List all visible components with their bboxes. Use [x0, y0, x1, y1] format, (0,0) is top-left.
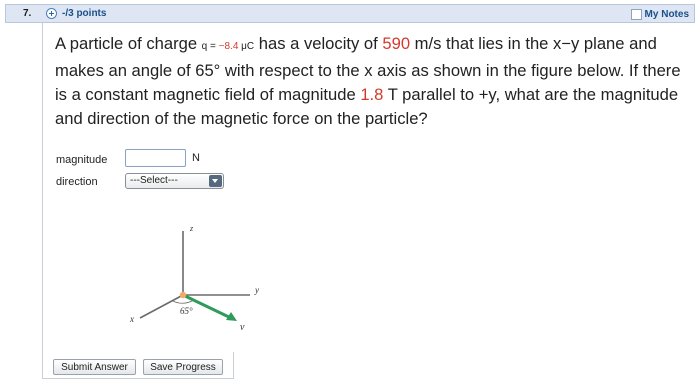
charge-unit: μC	[238, 41, 255, 52]
magnitude-input[interactable]	[125, 149, 186, 167]
panel-border-bottom	[42, 378, 234, 379]
panel-border-right	[233, 352, 234, 379]
question-text-part-3: m/s that lies in the x−y plane and makes an angle of 65° with respect to the x axis as shown in the figure below. If there is a constant magnetic field of magnitude	[55, 34, 681, 104]
question-number: 7.	[23, 8, 32, 19]
direction-label: direction	[56, 176, 98, 188]
question-text-part-1: A particle of charge	[55, 34, 202, 53]
field-value: 1.8	[360, 85, 384, 104]
velocity-value: 590	[382, 34, 411, 53]
x-axis-label: x	[130, 314, 134, 324]
question-text-part-2: has a velocity of	[254, 34, 383, 53]
question-text	[55, 32, 685, 131]
my-notes-checkbox[interactable]	[631, 9, 642, 20]
magnitude-unit: N	[192, 152, 200, 164]
my-notes-toggle[interactable]	[631, 7, 689, 21]
velocity-axes-figure	[120, 220, 280, 335]
charge-expression: q =	[201, 41, 219, 52]
velocity-label: v⃗	[240, 322, 253, 333]
angle-arc	[173, 300, 194, 303]
question-text-part-4: T parallel to +y, what are the magnitude and direction of the magnetic force on the particle?	[55, 85, 679, 128]
save-progress-button[interactable]: Save Progress	[143, 359, 223, 375]
chevron-down-icon[interactable]	[209, 175, 222, 187]
question-header	[5, 4, 695, 23]
panel-border-left	[42, 23, 43, 379]
x-axis-line	[140, 295, 183, 318]
particle-dot	[180, 292, 186, 298]
magnitude-label: magnitude	[56, 154, 108, 166]
my-notes-label[interactable]: My Notes	[644, 8, 689, 20]
charge-value: −8.4	[218, 41, 239, 52]
direction-select[interactable]	[125, 173, 224, 189]
points-label: -/3 points	[62, 8, 107, 19]
angle-label: 65°	[180, 306, 193, 316]
direction-select-value: ---Select---	[130, 175, 178, 186]
y-axis-label: y	[255, 285, 259, 295]
expand-plus-icon[interactable]	[46, 8, 57, 19]
z-axis-label: z	[190, 224, 194, 233]
submit-answer-button[interactable]: Submit Answer	[53, 359, 136, 375]
